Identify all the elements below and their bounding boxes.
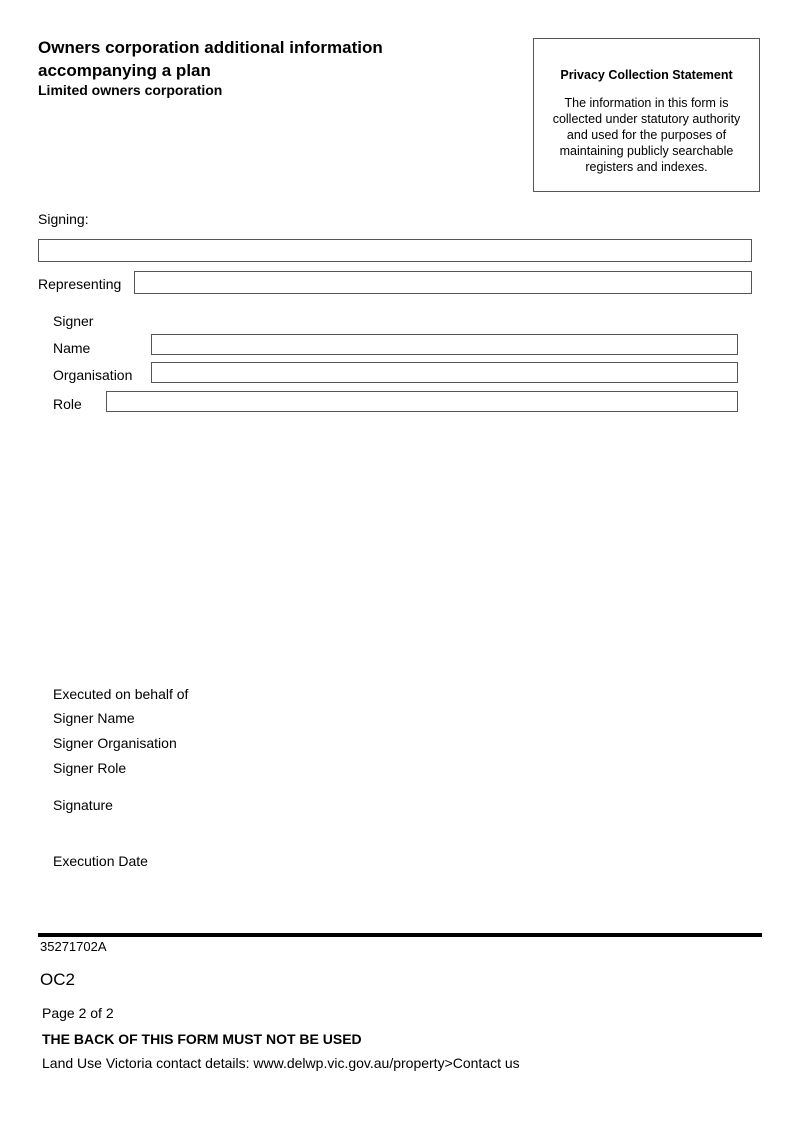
signing-label: Signing: bbox=[38, 211, 89, 227]
signer-role-field[interactable] bbox=[106, 391, 738, 412]
privacy-body-text: The information in this form is collected under statutory authority and used for the purposes of maintaining publicly searchable registers and indexes. bbox=[552, 96, 741, 174]
signer-organisation-field[interactable] bbox=[151, 362, 738, 383]
page-number: Page 2 of 2 bbox=[42, 1005, 114, 1021]
privacy-heading: Privacy Collection Statement bbox=[560, 68, 733, 82]
execution-signer-role-label: Signer Role bbox=[53, 760, 127, 776]
form-code: OC2 bbox=[40, 970, 75, 989]
signer-name-label: Name bbox=[53, 340, 91, 356]
page-title bbox=[38, 36, 383, 82]
execution-date-label: Execution Date bbox=[53, 853, 148, 869]
page-title-line-1: Owners corporation additional information bbox=[38, 38, 383, 57]
representing-label: Representing bbox=[38, 276, 122, 292]
signing-field[interactable] bbox=[38, 239, 752, 262]
page-subtitle: Limited owners corporation bbox=[38, 82, 223, 98]
privacy-statement-box bbox=[533, 38, 760, 192]
signer-role-label: Role bbox=[53, 396, 82, 412]
signer-name-field[interactable] bbox=[151, 334, 738, 355]
signature-label: Signature bbox=[53, 797, 113, 813]
executed-on-behalf-label: Executed on behalf of bbox=[53, 686, 189, 702]
signer-heading: Signer bbox=[53, 313, 94, 329]
execution-signer-organisation-label: Signer Organisation bbox=[53, 735, 177, 751]
execution-signer-name-label: Signer Name bbox=[53, 710, 135, 726]
back-of-form-warning: THE BACK OF THIS FORM MUST NOT BE USED bbox=[42, 1031, 362, 1047]
document-number: 35271702A bbox=[40, 939, 107, 954]
footer-divider bbox=[38, 933, 762, 937]
representing-field[interactable] bbox=[134, 271, 752, 294]
contact-details: Land Use Victoria contact details: www.delwp.vic.gov.au/property>Contact us bbox=[42, 1055, 520, 1071]
page-title-line-2: accompanying a plan bbox=[38, 61, 211, 80]
signer-organisation-label: Organisation bbox=[53, 367, 133, 383]
